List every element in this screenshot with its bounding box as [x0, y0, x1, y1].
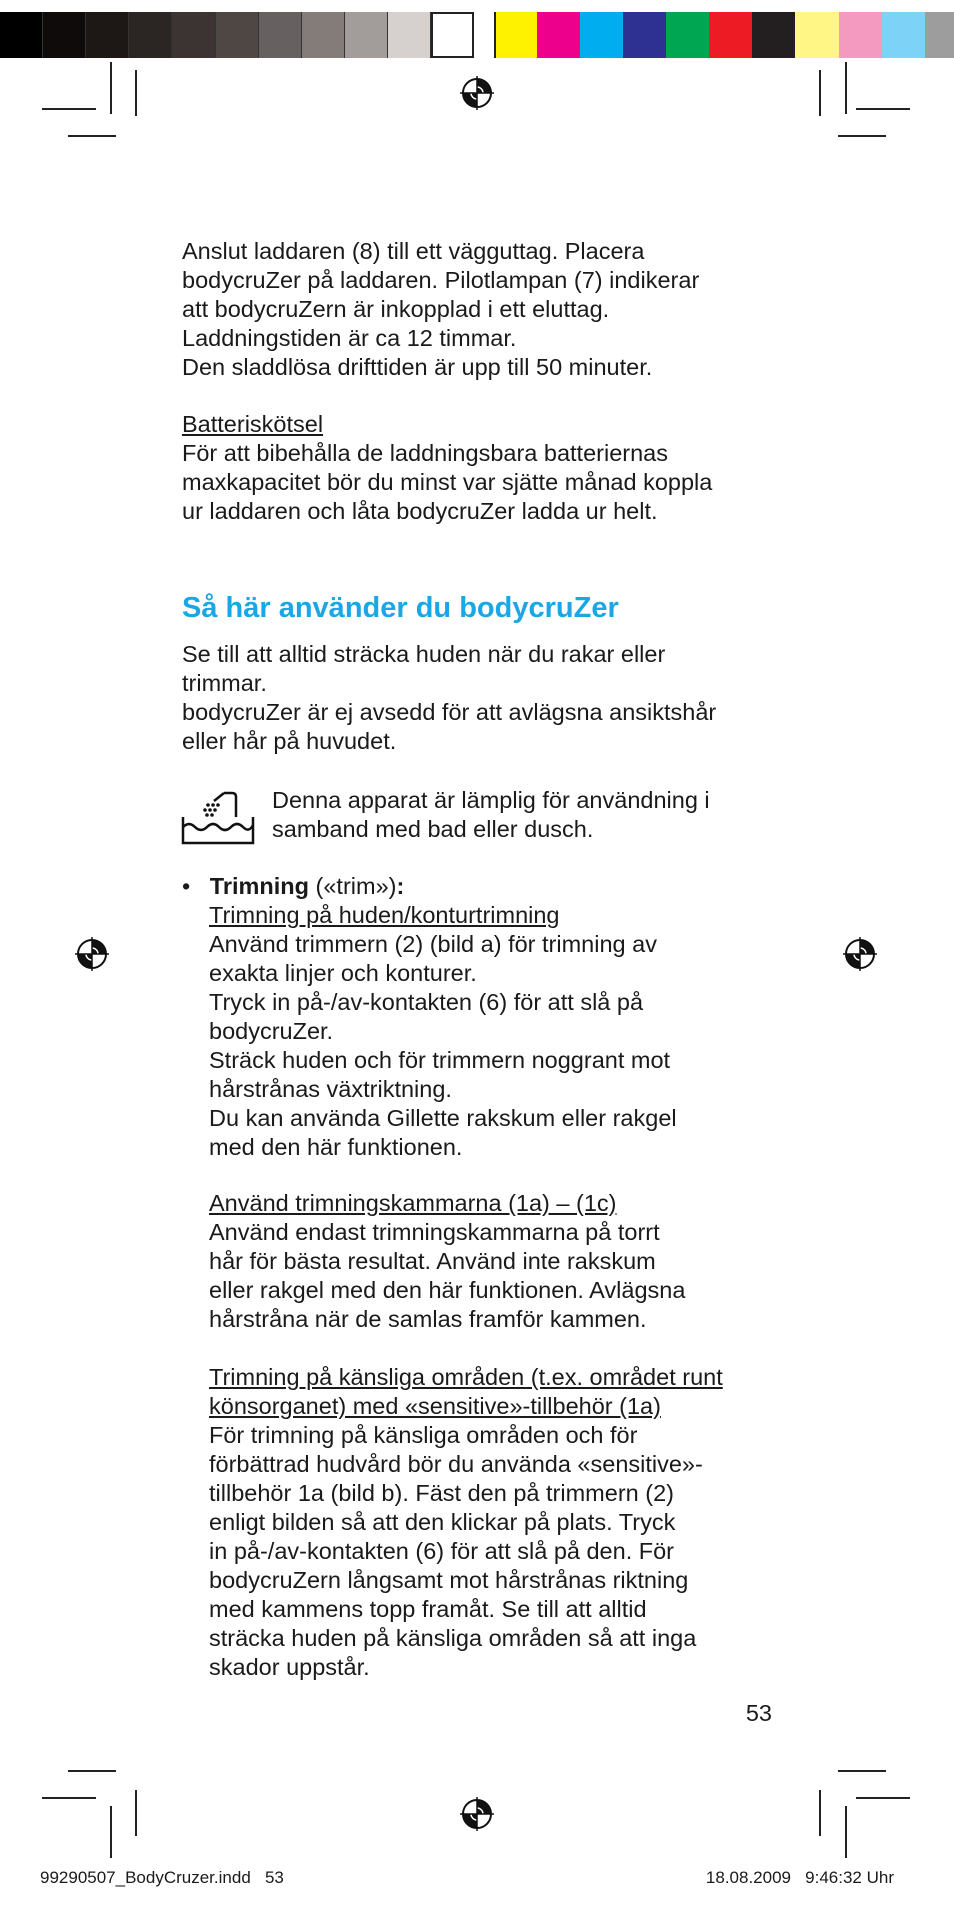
swatch-gap: [474, 12, 494, 58]
text-line: För att bibehålla de laddningsbara batteriernas: [182, 440, 668, 466]
trimming-combs-section: [209, 1189, 789, 1334]
text-line: förbättrad hudvård bör du använda «sensitive»-: [209, 1451, 703, 1477]
footer-timestamp: 18.08.2009 9:46:32 Uhr: [705, 1868, 894, 1887]
gray-swatch: [216, 12, 259, 58]
text-line: Laddningstiden är ca 12 timmar.: [182, 325, 517, 351]
text-line: exakta linjer och konturer.: [209, 960, 477, 986]
crop-mark: [845, 1806, 847, 1858]
text-line: hårstråna när de samlas framför kammen.: [209, 1306, 647, 1332]
color-swatch: [709, 12, 752, 58]
subsection-title: Använd trimningskammarna (1a) – (1c): [209, 1190, 617, 1216]
print-color-bar: [0, 12, 954, 58]
footer-file-name: 99290507_BodyCruzer.indd 53: [40, 1868, 284, 1887]
text-line: hår för bästa resultat. Använd inte rakskum: [209, 1248, 656, 1274]
text-line: Sträck huden och för trimmern noggrant mot: [209, 1047, 671, 1073]
gray-swatch: [0, 12, 43, 58]
gray-swatch: [302, 12, 345, 58]
registration-target-icon: [460, 76, 494, 110]
text-line: ur laddaren och låta bodycruZer ladda ur helt.: [182, 498, 658, 524]
text-line: Tryck in på-/av-kontakten (6) för att slå på: [209, 989, 644, 1015]
crop-mark: [819, 70, 821, 116]
battery-care-section: [182, 410, 782, 526]
registration-target-icon: [75, 937, 109, 971]
color-swatch: [839, 12, 882, 58]
gray-swatch: [259, 12, 302, 58]
text-line: Se till att alltid sträcka huden när du rakar eller: [182, 641, 666, 667]
text-line: enligt bilden så att den klickar på plats. Tryck: [209, 1509, 676, 1535]
color-swatch: [537, 12, 580, 58]
crop-mark: [42, 1797, 96, 1799]
text-line: Denna apparat är lämplig för användning i: [272, 787, 710, 813]
gray-swatch: [388, 12, 431, 58]
trimming-label-colon: :: [396, 873, 405, 899]
registration-target-icon: [460, 1797, 494, 1831]
bath-note: [272, 786, 772, 844]
text-line: maxkapacitet bör du minst var sjätte månad koppla: [182, 469, 713, 495]
gray-swatch: [172, 12, 215, 58]
text-line: trimmar.: [182, 670, 267, 696]
subsection-title: Batteriskötsel: [182, 411, 324, 437]
text-line: bodycruZern långsamt mot hårstrånas riktning: [209, 1567, 689, 1593]
trimming-bullet: [182, 872, 404, 901]
registration-target-icon: [843, 937, 877, 971]
subsection-title: könsorganet) med «sensitive»-tillbehör (1a): [209, 1393, 661, 1419]
crop-mark: [819, 1790, 821, 1836]
bath-shower-icon: [180, 787, 256, 847]
crop-mark: [110, 62, 112, 114]
color-swatch: [623, 12, 666, 58]
crop-mark: [838, 1770, 886, 1772]
text-line: sträcka huden på känsliga områden så att inga: [209, 1625, 697, 1651]
intro-paragraph: [182, 237, 782, 382]
color-swatch: [795, 12, 838, 58]
gray-swatch: [431, 12, 474, 58]
text-line: med kammens topp framåt. Se till att alltid: [209, 1596, 647, 1622]
crop-mark: [135, 70, 137, 116]
subsection-title: Trimning på känsliga områden (t.ex. området runt: [209, 1364, 723, 1390]
text-line: Den sladdlösa drifttiden är upp till 50 minuter.: [182, 354, 653, 380]
text-line: Anslut laddaren (8) till ett vägguttag. Placera: [182, 238, 645, 264]
gray-swatch: [43, 12, 86, 58]
gray-swatch: [129, 12, 172, 58]
text-line: in på-/av-kontakten (6) för att slå på den. För: [209, 1538, 675, 1564]
crop-mark: [135, 1790, 137, 1836]
crop-mark: [838, 135, 886, 137]
text-line: bodycruZer på laddaren. Pilotlampan (7) indikerar: [182, 267, 700, 293]
text-line: eller rakgel med den här funktionen. Avlägsna: [209, 1277, 686, 1303]
color-swatch: [580, 12, 623, 58]
color-swatch: [666, 12, 709, 58]
text-line: bodycruZer.: [209, 1018, 334, 1044]
text-line: med den här funktionen.: [209, 1134, 463, 1160]
trimming-sensitive-section: [209, 1363, 789, 1682]
crop-mark: [845, 62, 847, 114]
trimming-label: Trimning: [209, 873, 309, 899]
gray-swatch: [345, 12, 388, 58]
text-line: att bodycruZern är inkopplad i ett eluttag.: [182, 296, 610, 322]
crop-mark: [68, 1770, 116, 1772]
color-swatch: [752, 12, 795, 58]
crop-mark: [856, 108, 910, 110]
text-line: hårstrånas växtriktning.: [209, 1076, 452, 1102]
gray-swatch: [86, 12, 129, 58]
text-line: tillbehör 1a (bild b). Fäst den på trimmern (2): [209, 1480, 674, 1506]
subsection-title: Trimning på huden/konturtrimning: [209, 902, 560, 928]
page-number: 53: [745, 1700, 772, 1726]
color-swatch: [882, 12, 925, 58]
text-line: Du kan använda Gillette rakskum eller rakgel: [209, 1105, 677, 1131]
trimming-skin-section: [209, 901, 789, 1162]
crop-mark: [110, 1806, 112, 1858]
text-line: skador uppstår.: [209, 1654, 370, 1680]
text-line: Använd endast trimningskammarna på torrt: [209, 1219, 660, 1245]
text-line: Använd trimmern (2) (bild a) för trimning av: [209, 931, 657, 957]
crop-mark: [856, 1797, 910, 1799]
color-swatch: [925, 12, 954, 58]
text-line: För trimning på känsliga områden och för: [209, 1422, 638, 1448]
crop-mark: [68, 135, 116, 137]
bullet-symbol: •: [182, 873, 191, 899]
color-swatch: [494, 12, 537, 58]
section-heading: Så här använder du bodycruZer: [182, 592, 619, 624]
usage-paragraph: [182, 640, 782, 756]
text-line: bodycruZer är ej avsedd för att avlägsna ansiktshår: [182, 699, 717, 725]
text-line: samband med bad eller dusch.: [272, 816, 594, 842]
trimming-label-suffix: («trim»): [309, 873, 397, 899]
crop-mark: [42, 108, 96, 110]
text-line: eller hår på huvudet.: [182, 728, 397, 754]
